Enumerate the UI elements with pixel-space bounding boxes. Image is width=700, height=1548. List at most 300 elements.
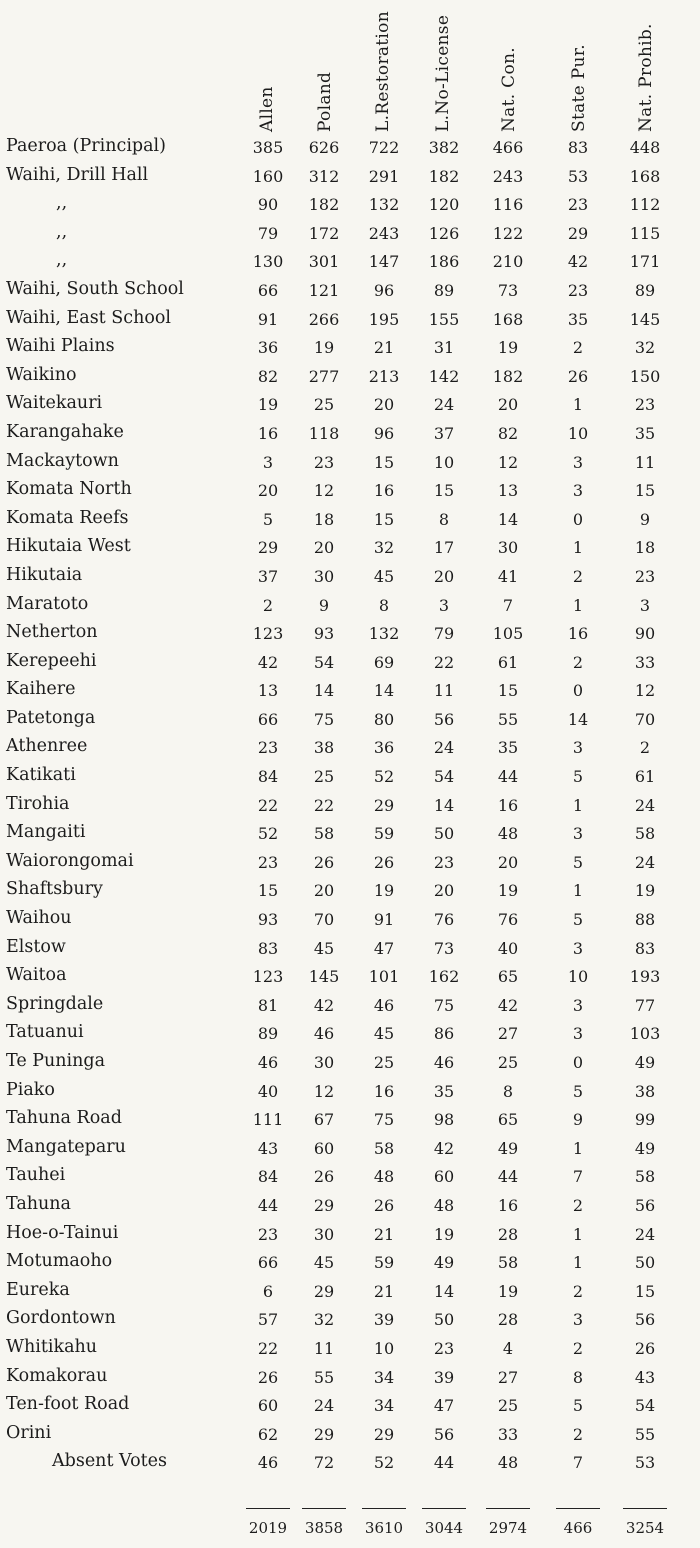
vote-count: 45 <box>313 938 335 958</box>
vote-count: 19 <box>433 1224 455 1244</box>
vote-count: 9 <box>572 1110 584 1130</box>
vote-count: 29 <box>257 538 279 558</box>
vote-count: 44 <box>497 1167 519 1187</box>
vote-count: 12 <box>634 681 656 701</box>
vote-count: 6 <box>262 1281 274 1301</box>
vote-count: 41 <box>497 566 519 586</box>
vote-count: 22 <box>433 652 455 672</box>
vote-count: 385 <box>252 138 284 157</box>
vote-count: 26 <box>313 1167 335 1187</box>
table-row <box>0 818 700 847</box>
polling-place: Waitoa <box>6 965 67 986</box>
vote-count: 34 <box>373 1367 395 1387</box>
table-row <box>0 132 700 161</box>
vote-count: 14 <box>373 681 395 701</box>
vote-count: 20 <box>497 395 519 415</box>
polling-place: Waihi, South School <box>6 278 184 299</box>
vote-count: 66 <box>257 280 279 300</box>
total-underline <box>362 1508 406 1509</box>
vote-count: 32 <box>373 538 395 558</box>
vote-count: 25 <box>313 395 335 415</box>
vote-count: 11 <box>634 452 656 472</box>
vote-count: 26 <box>373 852 395 872</box>
vote-count: 3 <box>572 1310 584 1330</box>
vote-count: 23 <box>257 1224 279 1244</box>
polling-place: Mangateparu <box>6 1136 126 1157</box>
vote-count: 24 <box>634 1224 656 1244</box>
vote-count: 3 <box>639 595 651 615</box>
vote-count: 23 <box>313 452 335 472</box>
vote-count: 19 <box>497 881 519 901</box>
vote-count: 19 <box>257 395 279 415</box>
vote-count: 12 <box>497 452 519 472</box>
vote-count: 37 <box>257 566 279 586</box>
vote-count: 29 <box>313 1281 335 1301</box>
vote-count: 19 <box>497 338 519 358</box>
vote-count: 22 <box>257 795 279 815</box>
vote-count: 39 <box>433 1367 455 1387</box>
vote-count: 24 <box>634 852 656 872</box>
vote-count: 24 <box>433 738 455 758</box>
vote-count: 103 <box>629 1024 661 1044</box>
vote-count: 58 <box>313 824 335 844</box>
vote-count: 22 <box>313 795 335 815</box>
vote-count: 52 <box>373 767 395 787</box>
total-underline <box>302 1508 346 1509</box>
vote-count: 2 <box>639 738 651 758</box>
vote-count: 36 <box>373 738 395 758</box>
vote-count: 182 <box>428 166 460 186</box>
column-total: 466 <box>563 1519 593 1537</box>
vote-count: 32 <box>313 1310 335 1330</box>
polling-place: Maratoto <box>6 593 89 614</box>
vote-count: 45 <box>373 566 395 586</box>
vote-count: 35 <box>567 309 589 329</box>
polling-place: Te Puninga <box>6 1051 106 1071</box>
polling-place: Absent Votes <box>52 1451 167 1472</box>
polling-place: Kaihere <box>6 679 76 700</box>
vote-count: 17 <box>433 538 455 558</box>
vote-count: 59 <box>373 1253 395 1273</box>
vote-count: 23 <box>433 852 455 872</box>
vote-count: 25 <box>497 1396 519 1416</box>
vote-count: 14 <box>567 709 589 729</box>
polling-place: Patetonga <box>6 707 96 728</box>
polling-place: Piako <box>6 1079 55 1100</box>
table-row <box>0 1076 700 1105</box>
vote-count: 31 <box>433 338 455 358</box>
vote-count: 75 <box>433 995 455 1015</box>
vote-count: 89 <box>257 1024 279 1044</box>
vote-count: 20 <box>257 481 279 501</box>
vote-count: 52 <box>373 1453 395 1473</box>
table-row <box>0 732 700 761</box>
vote-count: 23 <box>257 738 279 758</box>
polling-place: Waitekauri <box>6 393 103 414</box>
vote-count: 88 <box>634 910 656 930</box>
vote-count: 3 <box>572 452 584 472</box>
polling-place: Waikino <box>6 364 77 385</box>
column-header-label: Allen <box>257 86 277 132</box>
column-total: 2019 <box>248 1519 288 1537</box>
vote-count: 48 <box>433 1195 455 1215</box>
vote-count: 32 <box>634 338 656 358</box>
vote-count: 116 <box>492 195 524 215</box>
vote-count: 28 <box>497 1224 519 1244</box>
vote-count: 24 <box>634 795 656 815</box>
polling-place: Netherton <box>6 622 98 643</box>
polling-place: ,, <box>56 193 68 214</box>
vote-count: 5 <box>572 1081 584 1101</box>
vote-count: 13 <box>497 481 519 501</box>
vote-count: 86 <box>433 1024 455 1044</box>
vote-count: 26 <box>634 1338 656 1358</box>
vote-count: 30 <box>313 1224 335 1244</box>
vote-count: 23 <box>567 195 589 215</box>
table-row <box>0 1161 700 1190</box>
vote-count: 38 <box>313 738 335 758</box>
polling-place: Waiorongomai <box>6 850 134 871</box>
vote-count: 195 <box>368 309 400 329</box>
vote-count: 2 <box>572 1195 584 1215</box>
vote-count: 122 <box>492 223 524 243</box>
polling-place: Tahuna Road <box>6 1108 122 1129</box>
vote-count: 26 <box>373 1195 395 1215</box>
vote-count: 20 <box>373 395 395 415</box>
vote-count: 46 <box>373 995 395 1015</box>
vote-count: 722 <box>368 138 400 157</box>
column-total: 3254 <box>625 1519 665 1537</box>
vote-count: 20 <box>433 881 455 901</box>
polling-place: Karangahake <box>6 421 124 442</box>
polling-place: Whitikahu <box>6 1336 98 1357</box>
polling-place: Springdale <box>6 993 104 1014</box>
table-row <box>0 1190 700 1219</box>
vote-count: 58 <box>634 824 656 844</box>
vote-count: 1 <box>572 1253 584 1273</box>
polling-place: Tirohia <box>6 793 70 814</box>
polling-place: Motumaoho <box>6 1251 113 1272</box>
vote-count: 60 <box>313 1138 335 1158</box>
vote-count: 147 <box>368 252 400 272</box>
vote-count: 3 <box>572 738 584 758</box>
vote-count: 99 <box>634 1110 656 1130</box>
vote-count: 5 <box>572 910 584 930</box>
vote-count: 96 <box>373 280 395 300</box>
vote-count: 15 <box>634 1281 656 1301</box>
vote-count: 448 <box>629 138 661 157</box>
vote-count: 80 <box>373 709 395 729</box>
polling-place: Waihi Plains <box>6 336 115 357</box>
polling-place: Komata Reefs <box>6 507 129 528</box>
vote-count: 3 <box>572 481 584 501</box>
vote-count: 145 <box>629 309 661 329</box>
column-header-label: Nat. Prohib. <box>636 23 656 132</box>
table-row <box>0 1362 700 1391</box>
vote-count: 55 <box>313 1367 335 1387</box>
vote-count: 44 <box>497 767 519 787</box>
vote-count: 277 <box>308 366 340 386</box>
total-underline <box>556 1508 600 1509</box>
vote-count: 50 <box>433 1310 455 1330</box>
vote-count: 54 <box>433 767 455 787</box>
vote-count: 25 <box>497 1053 519 1072</box>
vote-count: 44 <box>257 1195 279 1215</box>
vote-count: 55 <box>634 1424 656 1444</box>
vote-count: 12 <box>313 481 335 501</box>
vote-count: 243 <box>368 223 400 243</box>
table-row <box>0 790 700 819</box>
vote-count: 8 <box>572 1367 584 1387</box>
vote-count: 1 <box>572 881 584 901</box>
vote-count: 75 <box>373 1110 395 1130</box>
vote-count: 14 <box>313 681 335 701</box>
vote-count: 10 <box>567 423 589 443</box>
vote-count: 35 <box>497 738 519 758</box>
vote-count: 35 <box>433 1081 455 1101</box>
vote-count: 77 <box>634 995 656 1015</box>
vote-count: 186 <box>428 252 460 272</box>
vote-count: 57 <box>257 1310 279 1330</box>
vote-count: 3 <box>572 1024 584 1044</box>
vote-count: 2 <box>572 1281 584 1301</box>
table-row <box>0 1390 700 1419</box>
vote-count: 1 <box>572 1138 584 1158</box>
vote-count: 2 <box>572 1424 584 1444</box>
vote-count: 33 <box>497 1424 519 1444</box>
vote-count: 20 <box>497 852 519 872</box>
vote-count: 50 <box>433 824 455 844</box>
vote-count: 182 <box>492 366 524 386</box>
vote-count: 75 <box>313 709 335 729</box>
vote-count: 18 <box>313 509 335 529</box>
vote-count: 7 <box>572 1453 584 1473</box>
vote-count: 5 <box>572 1396 584 1416</box>
vote-count: 16 <box>373 481 395 501</box>
polling-place: Shaftsbury <box>6 879 103 900</box>
vote-count: 3 <box>262 452 274 472</box>
vote-count: 123 <box>252 967 284 987</box>
vote-count: 16 <box>567 624 589 644</box>
vote-count: 4 <box>502 1338 514 1358</box>
vote-count: 10 <box>567 967 589 987</box>
vote-count: 48 <box>373 1167 395 1187</box>
table-row <box>0 961 700 990</box>
table-row <box>0 504 700 533</box>
vote-count: 11 <box>313 1338 335 1358</box>
vote-count: 118 <box>308 423 340 443</box>
polling-place: Hoe-o-Tainui <box>6 1222 119 1243</box>
table-row <box>0 704 700 733</box>
vote-count: 96 <box>373 423 395 443</box>
vote-count: 56 <box>433 1424 455 1444</box>
vote-count: 26 <box>313 852 335 872</box>
vote-count: 10 <box>373 1338 395 1358</box>
vote-count: 91 <box>257 309 279 329</box>
vote-count: 39 <box>373 1310 395 1330</box>
column-total: 3610 <box>364 1519 404 1537</box>
vote-count: 23 <box>567 280 589 300</box>
polling-place: Paeroa (Principal) <box>6 136 166 156</box>
polling-place: Elstow <box>6 936 66 957</box>
vote-count: 65 <box>497 1110 519 1130</box>
table-row <box>0 447 700 476</box>
vote-count: 29 <box>313 1424 335 1444</box>
vote-count: 89 <box>433 280 455 300</box>
vote-count: 2 <box>572 1338 584 1358</box>
vote-count: 291 <box>368 166 400 186</box>
vote-count: 8 <box>378 595 390 615</box>
vote-count: 46 <box>257 1053 279 1072</box>
vote-count: 33 <box>634 652 656 672</box>
table-row <box>0 361 700 390</box>
table-row <box>0 990 700 1019</box>
polling-place: Mackaytown <box>6 450 119 471</box>
vote-count: 0 <box>572 1053 584 1072</box>
vote-count: 90 <box>634 624 656 644</box>
table-row <box>0 1333 700 1362</box>
vote-count: 26 <box>567 366 589 386</box>
vote-count: 9 <box>639 509 651 529</box>
vote-count: 105 <box>492 624 524 644</box>
vote-count: 82 <box>257 366 279 386</box>
vote-count: 14 <box>433 795 455 815</box>
vote-count: 35 <box>634 423 656 443</box>
vote-count: 53 <box>567 166 589 186</box>
table-row <box>0 1276 700 1305</box>
vote-count: 16 <box>257 423 279 443</box>
vote-count: 23 <box>634 395 656 415</box>
total-underline <box>623 1508 667 1509</box>
vote-count: 14 <box>433 1281 455 1301</box>
vote-count: 21 <box>373 1281 395 1301</box>
vote-count: 3 <box>572 824 584 844</box>
vote-count: 27 <box>497 1024 519 1044</box>
vote-count: 27 <box>497 1367 519 1387</box>
vote-count: 38 <box>634 1081 656 1101</box>
vote-count: 19 <box>497 1281 519 1301</box>
vote-count: 79 <box>433 624 455 644</box>
polling-place: Gordontown <box>6 1308 116 1329</box>
table-row <box>0 332 700 361</box>
vote-count: 19 <box>313 338 335 358</box>
vote-count: 42 <box>433 1138 455 1158</box>
vote-count: 61 <box>497 652 519 672</box>
vote-count: 58 <box>497 1253 519 1273</box>
table-row <box>0 1304 700 1333</box>
vote-count: 15 <box>497 681 519 701</box>
vote-count: 46 <box>313 1024 335 1044</box>
polling-place: Kerepeehi <box>6 650 97 671</box>
vote-count: 142 <box>428 366 460 386</box>
table-row <box>0 418 700 447</box>
table-row <box>0 1447 700 1476</box>
vote-count: 266 <box>308 309 340 329</box>
table-row <box>0 304 700 333</box>
vote-count: 24 <box>313 1396 335 1416</box>
vote-count: 21 <box>373 338 395 358</box>
vote-count: 160 <box>252 166 284 186</box>
vote-count: 49 <box>634 1138 656 1158</box>
vote-count: 10 <box>433 452 455 472</box>
table-row <box>0 161 700 190</box>
table-row <box>0 218 700 247</box>
vote-count: 2 <box>572 338 584 358</box>
vote-count: 7 <box>502 595 514 615</box>
vote-count: 213 <box>368 366 400 386</box>
vote-count: 61 <box>634 767 656 787</box>
total-underline <box>246 1508 290 1509</box>
vote-count: 58 <box>634 1167 656 1187</box>
vote-count: 2 <box>572 566 584 586</box>
vote-count: 81 <box>257 995 279 1015</box>
vote-count: 73 <box>497 280 519 300</box>
vote-count: 36 <box>257 338 279 358</box>
vote-count: 43 <box>257 1138 279 1158</box>
vote-count: 1 <box>572 795 584 815</box>
table-row <box>0 618 700 647</box>
vote-count: 21 <box>373 1224 395 1244</box>
vote-count: 56 <box>634 1310 656 1330</box>
polling-place: Hikutaia West <box>6 536 131 557</box>
vote-count: 93 <box>313 624 335 644</box>
vote-count: 15 <box>373 452 395 472</box>
vote-count: 69 <box>373 652 395 672</box>
vote-count: 70 <box>634 709 656 729</box>
vote-count: 1 <box>572 538 584 558</box>
vote-count: 9 <box>318 595 330 615</box>
results-table <box>0 132 700 1476</box>
vote-count: 5 <box>262 509 274 529</box>
vote-count: 49 <box>634 1053 656 1072</box>
vote-count: 3 <box>572 938 584 958</box>
vote-count: 23 <box>257 852 279 872</box>
vote-count: 101 <box>368 967 400 987</box>
vote-count: 168 <box>629 166 661 186</box>
vote-count: 45 <box>313 1253 335 1273</box>
vote-count: 30 <box>313 1053 335 1072</box>
vote-count: 19 <box>634 881 656 901</box>
polling-place: Mangaiti <box>6 822 86 843</box>
vote-count: 8 <box>438 509 450 529</box>
vote-count: 52 <box>257 824 279 844</box>
polling-place: Tauhei <box>6 1165 66 1186</box>
vote-count: 30 <box>497 538 519 558</box>
vote-count: 20 <box>313 881 335 901</box>
vote-count: 3 <box>438 595 450 615</box>
total-underline <box>486 1508 530 1509</box>
vote-count: 56 <box>433 709 455 729</box>
vote-count: 76 <box>433 910 455 930</box>
table-row <box>0 675 700 704</box>
vote-count: 42 <box>257 652 279 672</box>
table-row <box>0 246 700 275</box>
vote-count: 15 <box>257 881 279 901</box>
vote-count: 42 <box>567 252 589 272</box>
vote-count: 115 <box>629 223 661 243</box>
vote-count: 47 <box>433 1396 455 1416</box>
table-row <box>0 1047 700 1076</box>
table-row <box>0 875 700 904</box>
vote-count: 15 <box>433 481 455 501</box>
table-row <box>0 1419 700 1448</box>
vote-count: 1 <box>572 1224 584 1244</box>
polling-place: Waihi, Drill Hall <box>6 164 149 185</box>
vote-count: 5 <box>572 767 584 787</box>
vote-count: 44 <box>433 1453 455 1473</box>
vote-count: 90 <box>257 195 279 215</box>
vote-count: 172 <box>308 223 340 243</box>
